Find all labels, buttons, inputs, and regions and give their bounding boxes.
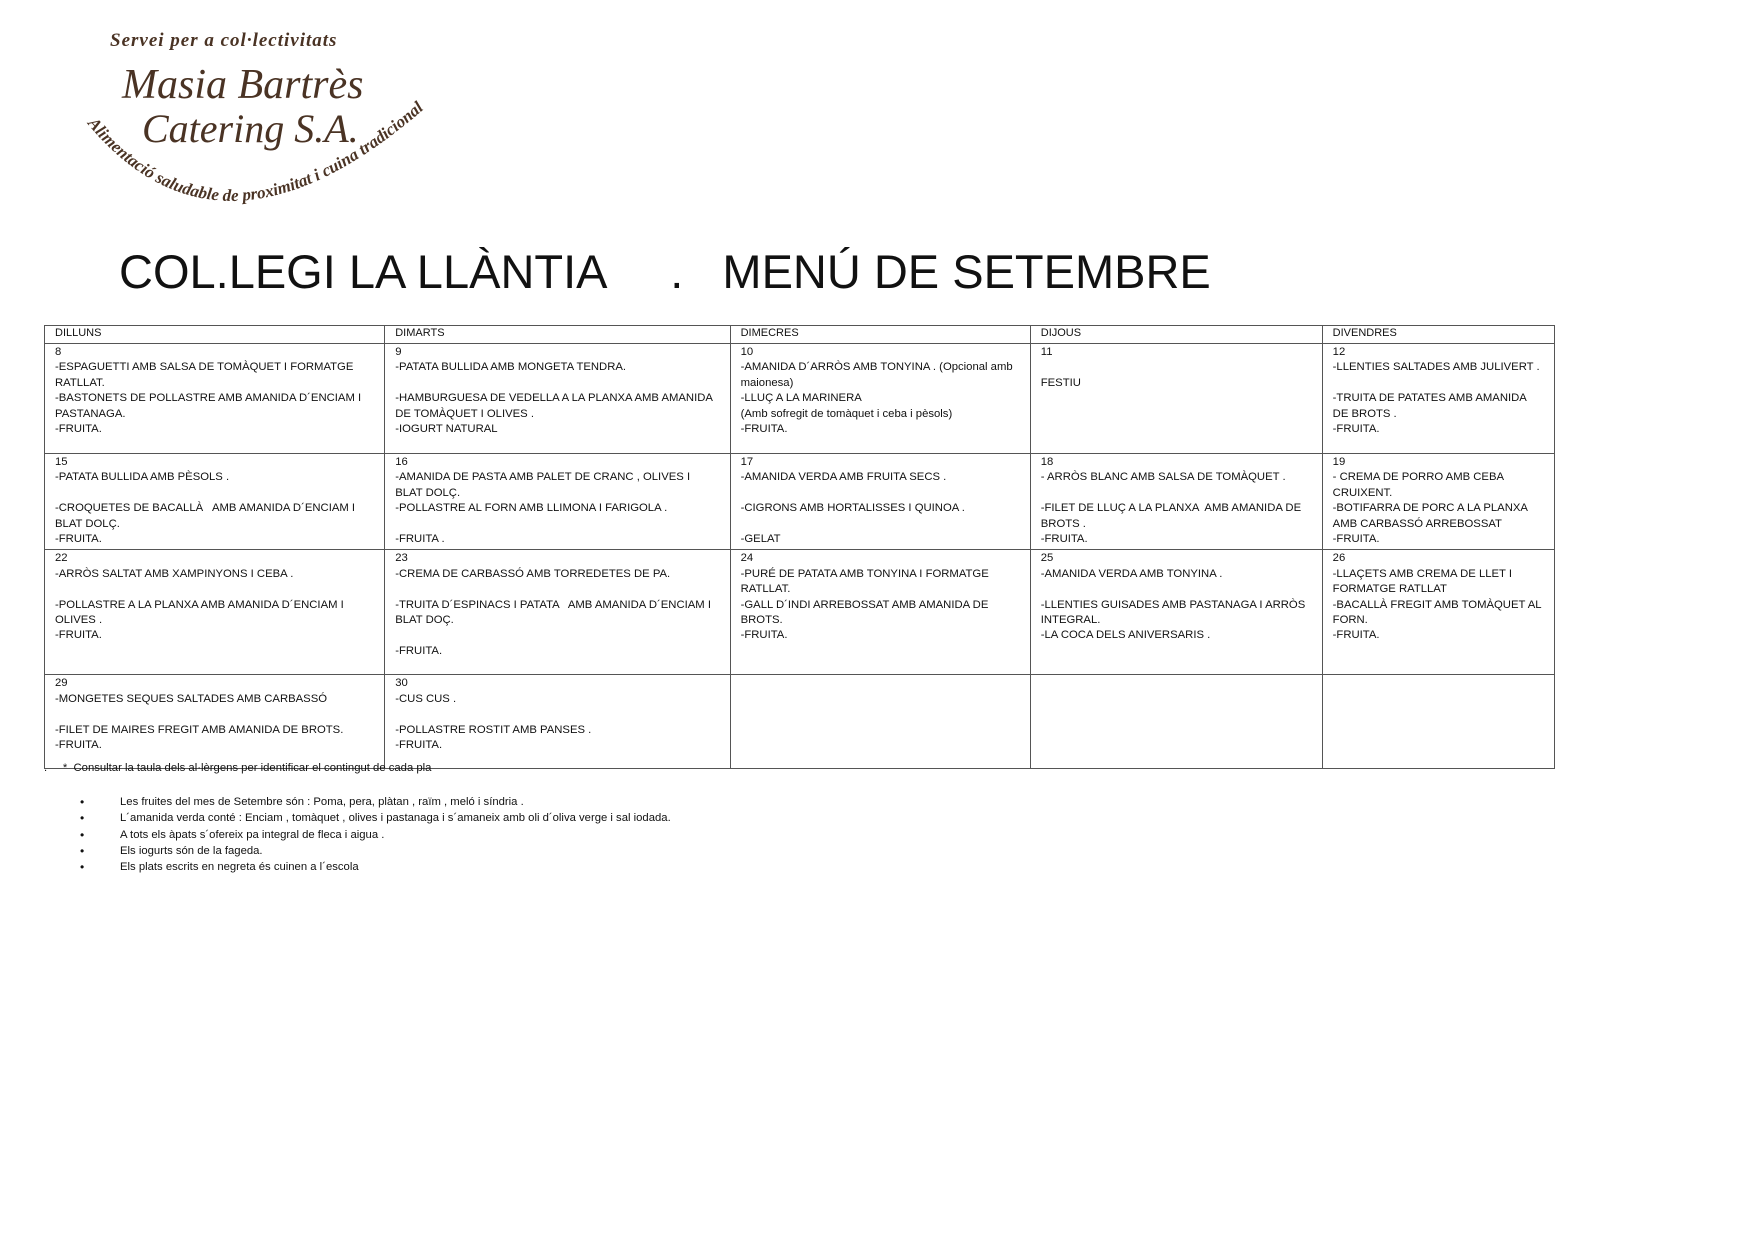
- menu-dish-line: -POLLASTRE AL FORN AMB LLIMONA I FARIGOLA .: [395, 502, 668, 515]
- menu-dish-line: -FRUITA.: [55, 533, 102, 546]
- page-title: COL.LEGI LA LLÀNTIA . MENÚ DE SETEMBRE: [119, 245, 1211, 298]
- menu-dish-line: [1041, 582, 1312, 597]
- menu-dish-line: -BOTIFARRA DE PORC A LA PLANXA AMB CARBASSÓ ARREBOSSAT: [1332, 502, 1530, 530]
- menu-dish-line: (Amb sofregit de tomàquet i ceba i pèsols): [740, 407, 953, 420]
- note-text: L´amanida verda conté : Enciam , tomàquet , olives i pastanaga i s´amaneix amb oli d´oliva verge i sal iodada.: [120, 812, 671, 825]
- menu-dish-line: [741, 517, 1020, 532]
- menu-dish-line: -FILET DE LLUÇ A LA PLANXA AMB AMANIDA DE BROTS .: [1040, 502, 1305, 530]
- menu-day-cell-dimecres: [730, 344, 1030, 454]
- menu-dish-line: -PATATA BULLIDA AMB MONGETA TENDRA.: [395, 361, 627, 374]
- menu-day-cell-dimecres: [730, 550, 1030, 675]
- menu-day-cell-dijous: [1030, 675, 1322, 769]
- menu-dish-line: -CROQUETES DE BACALLÀ AMB AMANIDA D´ENCIAM I BLAT DOLÇ.: [55, 502, 359, 530]
- menu-day-cell-dimarts: [385, 454, 730, 550]
- bullet-icon: •: [80, 843, 85, 858]
- menu-dish-line: -GELAT: [740, 533, 781, 545]
- menu-dish-line: -PATATA BULLIDA AMB PÈSOLS .: [55, 471, 230, 484]
- day-number: 17: [740, 456, 754, 468]
- note-text: Les fruites del mes de Setembre són : Poma, pera, plàtan , raïm , meló i síndria .: [120, 796, 524, 808]
- menu-dish-line: -FRUITA.: [55, 629, 102, 642]
- bullet-icon: •: [80, 827, 85, 842]
- menu-dish-line: -FRUITA.: [1332, 629, 1380, 642]
- menu-dish-line: -TRUITA D´ESPINACS I PATATA AMB AMANIDA D´ENCIAM I BLAT DOÇ.: [395, 598, 715, 627]
- note-item: [80, 843, 671, 859]
- logo-arc-text: Alimentació saludable de proximitat i cuina tradicional: [84, 97, 427, 205]
- day-number: 29: [55, 677, 68, 690]
- bullet-icon: •: [80, 860, 85, 875]
- menu-dish-line: [55, 707, 374, 722]
- logo-graphic: [70, 22, 450, 232]
- menu-dish-line: - CREMA DE PORRO AMB CEBA CRUIXENT.: [1332, 471, 1507, 499]
- header-dimecres: DIMECRES: [730, 326, 1030, 344]
- menu-dish-line: -GALL D´INDI ARREBOSSAT AMB AMANIDA DE BROTS.: [740, 598, 992, 627]
- day-number: 30: [395, 677, 408, 690]
- menu-dish-line: -FRUITA .: [395, 533, 445, 546]
- menu-dish-line: -LLENTIES GUISADES AMB PASTANAGA I ARRÒS INTEGRAL.: [1040, 598, 1309, 627]
- day-number: 26: [1332, 552, 1346, 565]
- bullet-icon: •: [80, 795, 85, 809]
- menu-dish-line: -FRUITA.: [395, 739, 443, 752]
- menu-dish-line: -HAMBURGUESA DE VEDELLA A LA PLANXA AMB AMANIDA DE TOMÀQUET I OLIVES .: [395, 392, 716, 420]
- menu-dish-line: -FRUITA.: [395, 644, 443, 657]
- menu-dish-line: -FILET DE MAIRES FREGIT AMB AMANIDA DE BROTS.: [55, 723, 344, 736]
- menu-day-cell-dilluns: [45, 344, 385, 454]
- menu-dish-line: -AMANIDA DE PASTA AMB PALET DE CRANC , OLIVES I BLAT DOLÇ.: [395, 471, 694, 499]
- menu-day-cell-divendres: [1322, 675, 1554, 769]
- menu-dish-line: [55, 486, 374, 501]
- day-number: 22: [55, 552, 68, 565]
- header-dilluns: DILLUNS: [45, 326, 385, 344]
- menu-dish-line: -CIGRONS AMB HORTALISSES I QUINOA .: [740, 502, 965, 515]
- day-number: 9: [395, 346, 402, 358]
- note-item: [80, 810, 671, 826]
- menu-day-cell-dimarts: [385, 344, 730, 454]
- menu-week-row: [45, 454, 1555, 550]
- menu-day-cell-dilluns: [45, 454, 385, 550]
- menu-dish-line: -FRUITA.: [740, 629, 788, 642]
- menu-dish-line: [1041, 486, 1312, 501]
- day-number: 18: [1040, 456, 1054, 468]
- menu-dish-line: [395, 582, 719, 597]
- menu-dish-line: -BASTONETS DE POLLASTRE AMB AMANIDA D´ENCIAM I PASTANAGA.: [55, 392, 365, 420]
- menu-dish-line: -BACALLÀ FREGIT AMB TOMÀQUET AL FORN.: [1332, 598, 1545, 627]
- menu-dish-line: -FRUITA.: [55, 423, 102, 436]
- menu-dish-line: -ESPAGUETTI AMB SALSA DE TOMÀQUET I FORMATGE RATLLAT.: [55, 361, 357, 389]
- note-item: [80, 827, 671, 843]
- menu-day-cell-divendres: [1322, 454, 1554, 550]
- menu-dish-line: -LLENTIES SALTADES AMB JULIVERT .: [1332, 361, 1540, 374]
- day-number: 16: [395, 456, 408, 468]
- day-number: 8: [55, 346, 62, 358]
- note-item: [80, 794, 671, 810]
- menu-dish-line: -FRUITA.: [740, 423, 788, 436]
- menu-day-cell-dilluns: [45, 550, 385, 675]
- day-number: 10: [740, 346, 754, 358]
- menu-dish-line: -POLLASTRE A LA PLANXA AMB AMANIDA D´ENCIAM I OLIVES .: [55, 598, 347, 627]
- logo-top-text: Servei per a col·lectivitats: [110, 30, 338, 51]
- menu-dish-line: [395, 707, 719, 722]
- menu-dish-line: -PURÉ DE PATATA AMB TONYINA I FORMATGE RATLLAT.: [740, 567, 992, 596]
- menu-dish-line: -LA COCA DELS ANIVERSARIS .: [1040, 629, 1211, 642]
- day-number: 19: [1332, 456, 1346, 468]
- menu-week-row: [45, 550, 1555, 675]
- menu-dish-line: -LLUÇ A LA MARINERA: [740, 392, 862, 405]
- menu-dish-line: -TRUITA DE PATATES AMB AMANIDA DE BROTS .: [1332, 392, 1530, 420]
- menu-dish-line: [395, 517, 719, 532]
- menu-dish-line: - ARRÒS BLANC AMB SALSA DE TOMÀQUET .: [1040, 471, 1286, 484]
- menu-day-cell-dijous: [1030, 550, 1322, 675]
- logo-brand-line2: Catering S.A.: [142, 106, 359, 151]
- menu-dish-line: [55, 582, 374, 597]
- menu-header-row: [45, 326, 1555, 344]
- menu-dish-line: -LLAÇETS AMB CREMA DE LLET I FORMATGE RATLLAT: [1332, 567, 1516, 596]
- menu-day-cell-dimecres: [730, 454, 1030, 550]
- note-item: [80, 859, 671, 875]
- menu-dish-line: [1041, 360, 1312, 375]
- menu-dish-line: FESTIU: [1040, 376, 1081, 389]
- menu-dish-line: -AMANIDA VERDA AMB FRUITA SECS .: [740, 471, 947, 484]
- menu-table: [44, 325, 1555, 769]
- day-number: 12: [1332, 346, 1346, 358]
- menu-day-cell-dimecres: [730, 675, 1030, 769]
- header-dijous: DIJOUS: [1030, 326, 1322, 344]
- day-number: 24: [740, 552, 754, 565]
- company-logo: [70, 22, 450, 232]
- menu-dish-line: -AMANIDA D´ARRÒS AMB TONYINA . (Opcional amb maionesa): [740, 361, 1016, 389]
- menu-week-row: [45, 344, 1555, 454]
- day-number: 23: [395, 552, 408, 565]
- note-text: A tots els àpats s´ofereix pa integral de fleca i aigua .: [120, 828, 385, 841]
- menu-dish-line: [395, 628, 719, 643]
- menu-dish-line: -IOGURT NATURAL: [395, 423, 498, 436]
- menu-dish-line: [741, 486, 1020, 501]
- allergen-footnote: . * Consultar la taula dels al·lèrgens per identificar el contingut de cada pla: [44, 762, 432, 774]
- menu-dish-line: -FRUITA.: [1040, 533, 1088, 546]
- menu-day-cell-divendres: [1322, 344, 1554, 454]
- menu-day-cell-dijous: [1030, 344, 1322, 454]
- menu-day-cell-dimarts: [385, 675, 730, 769]
- menu-dish-line: -ARRÒS SALTAT AMB XAMPINYONS I CEBA .: [55, 567, 294, 580]
- menu-dish-line: [395, 376, 719, 391]
- menu-day-cell-divendres: [1322, 550, 1554, 675]
- menu-dish-line: -MONGETES SEQUES SALTADES AMB CARBASSÓ: [55, 692, 328, 705]
- menu-dish-line: [1333, 376, 1544, 391]
- day-number: 11: [1040, 346, 1053, 358]
- menu-day-cell-dimarts: [385, 550, 730, 675]
- menu-dish-line: -CUS CUS .: [395, 692, 457, 705]
- menu-dish-line: -FRUITA.: [1332, 533, 1380, 546]
- day-number: 15: [55, 456, 68, 468]
- header-dimarts: DIMARTS: [385, 326, 730, 344]
- day-number: 25: [1040, 552, 1054, 565]
- note-text: Els plats escrits en negreta és cuinen a l´escola: [120, 861, 359, 874]
- menu-dish-line: -FRUITA.: [1332, 423, 1380, 436]
- menu-day-cell-dijous: [1030, 454, 1322, 550]
- menu-dish-line: -CREMA DE CARBASSÓ AMB TORREDETES DE PA.: [395, 567, 671, 580]
- menu-dish-line: -POLLASTRE ROSTIT AMB PANSES .: [395, 723, 592, 736]
- bullet-icon: •: [80, 811, 85, 826]
- notes-list: [80, 794, 671, 875]
- menu-week-row: [45, 675, 1555, 769]
- menu-day-cell-dilluns: [45, 675, 385, 769]
- logo-brand-line1: Masia Bartrès: [122, 62, 364, 108]
- note-text: Els iogurts són de la fageda.: [120, 844, 263, 857]
- header-divendres: DIVENDRES: [1322, 326, 1554, 344]
- menu-dish-line: -FRUITA.: [55, 739, 102, 752]
- menu-dish-line: -AMANIDA VERDA AMB TONYINA .: [1040, 567, 1223, 580]
